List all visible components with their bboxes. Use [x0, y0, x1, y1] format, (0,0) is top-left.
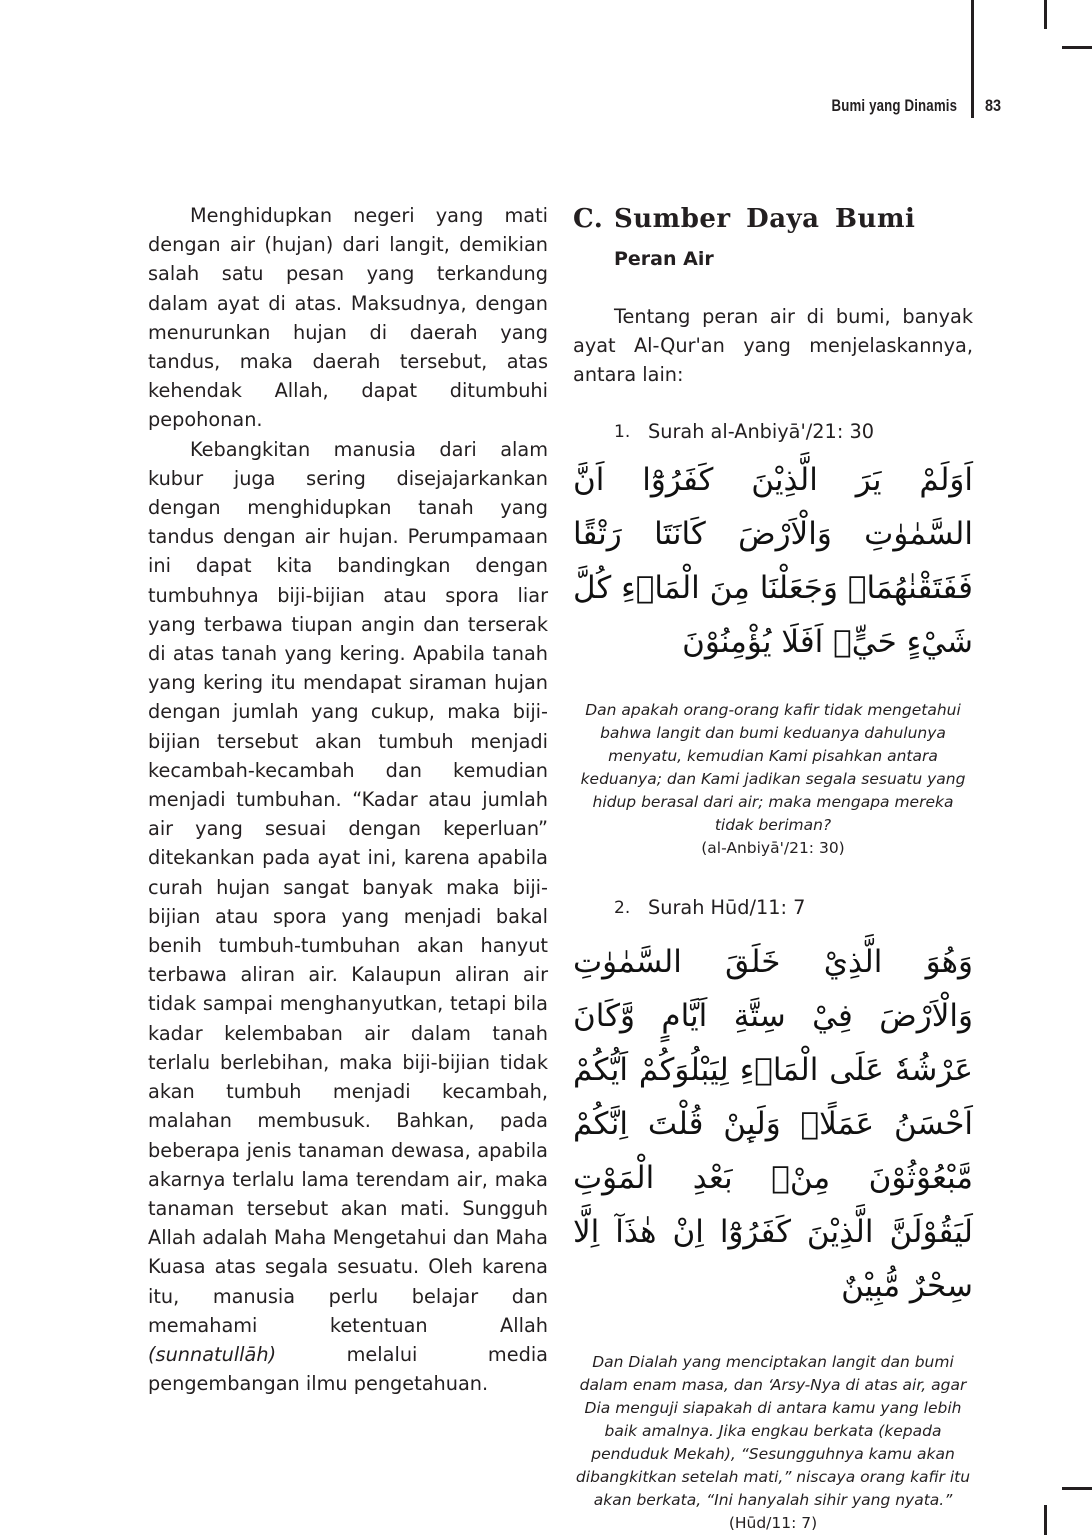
sunnatullah-term: (sunnatullāh) [148, 1342, 277, 1366]
verse-2-label [614, 896, 973, 919]
crop-mark-bottom-horizontal [1062, 1487, 1092, 1490]
verse-2-number: 2. [614, 897, 631, 918]
crop-mark-top-vertical [1044, 0, 1047, 29]
verse-1-translation [573, 699, 973, 860]
verse-1-reference: (al-Anbiyā'/21: 30) [701, 838, 845, 857]
left-column [148, 201, 548, 1398]
section-title: Sumber Daya Bumi [614, 204, 916, 234]
paragraph-2-body: Kebangkitan manusia dari alam kubur juga sering disejajarkankan dengan menghidupkan tanah yang tandus dengan air hujan. Perumpamaan ini dapat kita bandingkan dengan tumbuhnya biji-bijian atau spora liar yang terbawa tiupan angin dan terserak di atas tanah yang kering. Apabila tanah yang kering itu mendapat siraman hujan dengan jumlah yang cukup, maka biji-bijian tersebut akan tumbuh menjadi kecambah-kecambah dan kemudian menjadi tumbuhan. “Kadar atau jumlah air yang sesuai dengan keperluan” ditekankan pada ayat ini, karena apabila curah hujan sangat banyak maka biji-bijian atau spora yang menjadi bakal benih tumbuh-tumbuhan akan hanyut terbawa aliran air. Kalaupun aliran air tidak sampai menghanyutkan, tetapi bila kadar kelembaban air dalam tanah terlalu berlebihan, maka biji-bijian tidak akan tumbuh menjadi kecambah, malahan membusuk. Bahkan, pada beberapa jenis tanaman dewasa, apabila akarnya terlalu lama terendam air, maka tanaman tersebut akan mati. Sungguh Allah adalah Maha Mengetahui dan Maha Kuasa atas segala sesuatu. Oleh karena itu, manusia perlu belajar dan memahami ketentuan Allah [148, 437, 548, 1337]
subheading: Peran Air [614, 248, 714, 270]
running-head-title: Bumi yang Dinamis [831, 96, 957, 115]
verse-2-translation-text: Dan Dialah yang menciptakan langit dan bumi dalam enam masa, dan ‘Arsy-Nya di atas air, agar Dia menguji siapakah di antara kamu yang lebih baik amalnya. Jika engkau berkata (kepada penduduk Mekah), “Sesungguhnya kamu akan dibangkitkan setelah mati,” niscaya orang kafir itu akan berkata, “Ini hanyalah sihir yang nyata.” [575, 1352, 971, 1509]
crop-mark-top-horizontal [1062, 46, 1092, 49]
verse-1-number: 1. [614, 421, 631, 442]
right-column [573, 200, 973, 1535]
section-heading [573, 204, 973, 234]
verse-2-translation [573, 1351, 973, 1535]
paragraph-2-closing: melalui media pengembangan ilmu pengetahuan. [148, 1342, 548, 1396]
verse-2-arabic: وَهُوَ الَّذِيْ خَلَقَ السَّمٰوٰتِ وَالْاَرْضَ فِيْ سِتَّةِ اَيَّامٍ وَّكَانَ عَرْشُهٗ عَلَى الْمَاۤءِ لِيَبْلُوَكُمْ اَيُّكُمْ اَحْسَنُ عَمَلًاۗ وَلَىِٕنْ قُلْتَ اِنَّكُمْ مَّبْعُوْثُوْنَ مِنْۢ بَعْدِ الْمَوْتِ لَيَقُوْلَنَّ الَّذِيْنَ كَفَرُوْٓا اِنْ هٰذَآ اِلَّا سِحْرٌ مُّبِيْنٌ [573, 943, 973, 1304]
verse-2-title: Surah Hūd/11: 7 [648, 895, 806, 919]
paragraph-2 [148, 435, 548, 1399]
verse-2-reference: (Hūd/11: 7) [728, 1513, 818, 1532]
paragraph-1: Menghidupkan negeri yang mati dengan air (hujan) dari langit, demikian salah satu pesan yang terkandung dalam ayat di atas. Maksudnya, dengan menurunkan hujan di daerah yang tandus, maka daerah tersebut, atas kehendak Allah, dapat ditumbuhi pepohonan. [148, 204, 548, 432]
crop-mark-bottom-vertical [1044, 1505, 1047, 1535]
verse-1-label [614, 420, 973, 443]
verse-1-arabic: اَوَلَمْ يَرَ الَّذِيْنَ كَفَرُوْٓا اَنَّ السَّمٰوٰتِ وَالْاَرْضَ كَانَتَا رَتْقًا فَفَتَقْنٰهُمَاۗ وَجَعَلْنَا مِنَ الْمَاۤءِ كُلَّ شَيْءٍ حَيٍّۗ اَفَلَا يُؤْمِنُوْنَ [573, 461, 973, 660]
intro-paragraph: Tentang peran air di bumi, banyak ayat Al-Qur'an yang menjelaskannya, antara lain: [573, 305, 973, 387]
section-number: C. [573, 204, 604, 234]
page-number: 83 [985, 96, 1002, 115]
verse-1-translation-text: Dan apakah orang-orang kafir tidak mengetahui bahwa langit dan bumi keduanya dahulunya menyatu, kemudian Kami pisahkan antara keduanya; dan Kami jadikan segala sesuatu yang hidup berasal dari air; maka mengapa mereka tidak beriman? [580, 700, 966, 834]
verse-1-title: Surah al-Anbiyā'/21: 30 [648, 419, 874, 443]
running-head-title-wrap [0, 96, 1092, 126]
